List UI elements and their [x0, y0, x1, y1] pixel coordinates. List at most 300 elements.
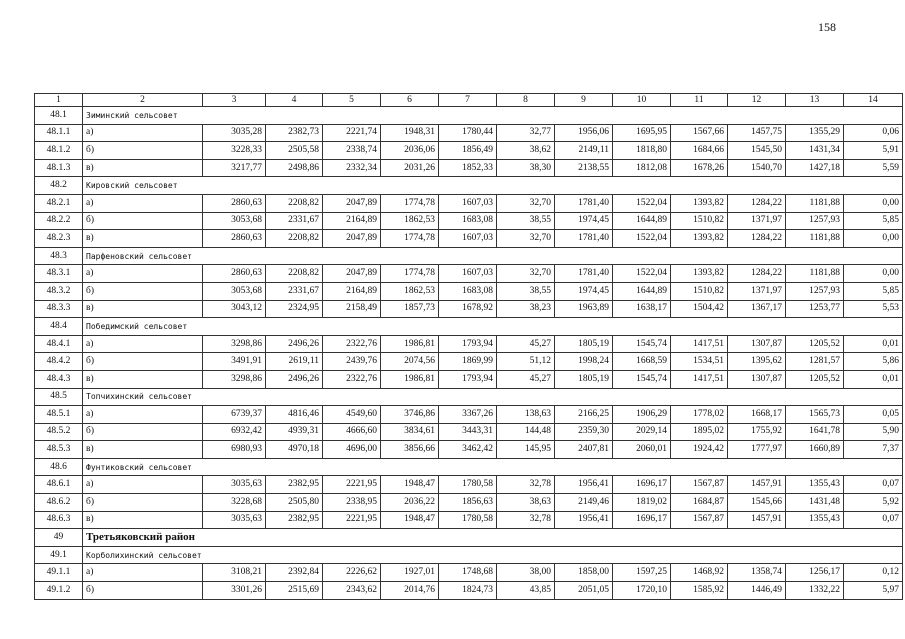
row-option: в): [83, 441, 203, 459]
value-cell: 3443,31: [439, 423, 497, 441]
value-cell: 2860,63: [203, 230, 266, 248]
value-cell: 38,30: [497, 159, 555, 177]
value-cell: 1567,66: [671, 124, 728, 142]
row-code: 48.4: [35, 318, 83, 336]
value-cell: 1522,04: [613, 230, 671, 248]
value-cell: 1778,02: [671, 406, 728, 424]
value-cell: 3043,12: [203, 300, 266, 318]
column-header: 3: [203, 94, 266, 107]
value-cell: 2515,69: [266, 582, 323, 600]
value-cell: 145,95: [497, 441, 555, 459]
value-cell: 2382,95: [266, 476, 323, 494]
value-cell: 38,23: [497, 300, 555, 318]
section-name: Фунтиковский сельсовет: [83, 458, 903, 476]
column-header: 8: [497, 94, 555, 107]
section-name: Корболихинский сельсовет: [83, 546, 903, 564]
row-option: а): [83, 124, 203, 142]
value-cell: 1181,88: [786, 194, 844, 212]
value-cell: 5,91: [844, 142, 903, 160]
value-cell: 1696,17: [613, 476, 671, 494]
value-cell: 2505,58: [266, 142, 323, 160]
value-cell: 1852,33: [439, 159, 497, 177]
value-cell: 5,92: [844, 494, 903, 512]
row-code: 49: [35, 529, 83, 547]
value-cell: 1986,81: [381, 370, 439, 388]
value-cell: 1660,89: [786, 441, 844, 459]
value-cell: 32,70: [497, 265, 555, 283]
value-cell: 38,62: [497, 142, 555, 160]
value-cell: 1956,41: [555, 476, 613, 494]
row-option: в): [83, 370, 203, 388]
value-cell: 1607,03: [439, 230, 497, 248]
value-cell: 4816,46: [266, 406, 323, 424]
value-cell: 3856,66: [381, 441, 439, 459]
value-cell: 1393,82: [671, 194, 728, 212]
column-header: 13: [786, 94, 844, 107]
row-option: в): [83, 300, 203, 318]
value-cell: 2382,73: [266, 124, 323, 142]
value-cell: 1367,17: [728, 300, 786, 318]
value-cell: 1696,17: [613, 511, 671, 529]
value-cell: 0,06: [844, 124, 903, 142]
value-cell: 1597,25: [613, 564, 671, 582]
value-cell: 1895,02: [671, 423, 728, 441]
row-code: 48.6.1: [35, 476, 83, 494]
value-cell: 1948,47: [381, 476, 439, 494]
row-option: б): [83, 582, 203, 600]
value-cell: 0,01: [844, 370, 903, 388]
row-code: 48.2.2: [35, 212, 83, 230]
value-cell: 1457,75: [728, 124, 786, 142]
value-cell: 1281,57: [786, 353, 844, 371]
value-cell: 1355,29: [786, 124, 844, 142]
value-cell: 1780,58: [439, 511, 497, 529]
row-code: 48.1.1: [35, 124, 83, 142]
value-cell: 1818,80: [613, 142, 671, 160]
row-code: 48.3.3: [35, 300, 83, 318]
district-row: [35, 529, 903, 547]
value-cell: 3228,33: [203, 142, 266, 160]
value-cell: 1805,19: [555, 335, 613, 353]
value-cell: 2060,01: [613, 441, 671, 459]
value-cell: 1457,91: [728, 511, 786, 529]
value-cell: 1540,70: [728, 159, 786, 177]
value-cell: 1781,40: [555, 194, 613, 212]
value-cell: 1956,06: [555, 124, 613, 142]
value-cell: 2221,95: [323, 511, 381, 529]
value-cell: 1332,22: [786, 582, 844, 600]
table-row: [35, 582, 903, 600]
table-row: [35, 282, 903, 300]
value-cell: 1284,22: [728, 230, 786, 248]
value-cell: 32,78: [497, 511, 555, 529]
value-cell: 3053,68: [203, 282, 266, 300]
row-code: 48.2.3: [35, 230, 83, 248]
value-cell: 5,59: [844, 159, 903, 177]
value-cell: 1678,26: [671, 159, 728, 177]
value-cell: 1641,78: [786, 423, 844, 441]
value-cell: 1869,99: [439, 353, 497, 371]
value-cell: 1793,94: [439, 370, 497, 388]
column-header: 14: [844, 94, 903, 107]
value-cell: 2343,62: [323, 582, 381, 600]
value-cell: 38,55: [497, 282, 555, 300]
value-cell: 1565,73: [786, 406, 844, 424]
value-cell: 2439,76: [323, 353, 381, 371]
value-cell: 1906,29: [613, 406, 671, 424]
row-code: 49.1.1: [35, 564, 83, 582]
value-cell: 5,97: [844, 582, 903, 600]
value-cell: 2074,56: [381, 353, 439, 371]
value-cell: 1720,10: [613, 582, 671, 600]
value-cell: 2322,76: [323, 370, 381, 388]
value-cell: 1856,63: [439, 494, 497, 512]
value-cell: 43,85: [497, 582, 555, 600]
table-row: [35, 335, 903, 353]
value-cell: 1774,78: [381, 265, 439, 283]
value-cell: 3462,42: [439, 441, 497, 459]
table-row: [35, 564, 903, 582]
value-cell: 1668,17: [728, 406, 786, 424]
table-row: [35, 159, 903, 177]
value-cell: 2332,34: [323, 159, 381, 177]
value-cell: 1684,66: [671, 142, 728, 160]
table-row: [35, 423, 903, 441]
row-code: 48.4.1: [35, 335, 83, 353]
row-code: 48.4.2: [35, 353, 83, 371]
value-cell: 1446,49: [728, 582, 786, 600]
column-header: 6: [381, 94, 439, 107]
value-cell: 1963,89: [555, 300, 613, 318]
value-cell: 1824,73: [439, 582, 497, 600]
value-cell: 5,85: [844, 212, 903, 230]
value-cell: 0,00: [844, 194, 903, 212]
row-option: а): [83, 564, 203, 582]
value-cell: 3298,86: [203, 335, 266, 353]
value-cell: 1427,18: [786, 159, 844, 177]
value-cell: 2619,11: [266, 353, 323, 371]
column-header: 11: [671, 94, 728, 107]
value-cell: 0,01: [844, 335, 903, 353]
value-cell: 1510,82: [671, 282, 728, 300]
table-row: [35, 370, 903, 388]
value-cell: 2496,26: [266, 335, 323, 353]
value-cell: 7,37: [844, 441, 903, 459]
value-cell: 1974,45: [555, 212, 613, 230]
row-option: б): [83, 212, 203, 230]
value-cell: 1948,47: [381, 511, 439, 529]
row-code: 48.2.1: [35, 194, 83, 212]
row-option: б): [83, 353, 203, 371]
value-cell: 4970,18: [266, 441, 323, 459]
section-name: Кировский сельсовет: [83, 177, 903, 195]
value-cell: 0,05: [844, 406, 903, 424]
value-cell: 1819,02: [613, 494, 671, 512]
value-cell: 2036,22: [381, 494, 439, 512]
value-cell: 1755,92: [728, 423, 786, 441]
value-cell: 1256,17: [786, 564, 844, 582]
table-row: [35, 476, 903, 494]
value-cell: 1858,00: [555, 564, 613, 582]
value-cell: 1393,82: [671, 265, 728, 283]
value-cell: 1780,58: [439, 476, 497, 494]
row-option: а): [83, 406, 203, 424]
value-cell: 2164,89: [323, 212, 381, 230]
table-row: [35, 441, 903, 459]
value-cell: 1417,51: [671, 370, 728, 388]
value-cell: 2221,74: [323, 124, 381, 142]
value-cell: 0,12: [844, 564, 903, 582]
value-cell: 2221,95: [323, 476, 381, 494]
value-cell: 1355,43: [786, 511, 844, 529]
row-code: 48.6.3: [35, 511, 83, 529]
value-cell: 1862,53: [381, 212, 439, 230]
value-cell: 0,00: [844, 265, 903, 283]
value-cell: 1644,89: [613, 282, 671, 300]
value-cell: 1545,74: [613, 370, 671, 388]
row-code: 48.6.2: [35, 494, 83, 512]
column-header: 9: [555, 94, 613, 107]
value-cell: 1567,87: [671, 476, 728, 494]
row-code: 48.5.3: [35, 441, 83, 459]
value-cell: 3301,26: [203, 582, 266, 600]
table-row: [35, 265, 903, 283]
value-cell: 1371,97: [728, 282, 786, 300]
value-cell: 5,53: [844, 300, 903, 318]
value-cell: 2047,89: [323, 194, 381, 212]
row-code: 49.1.2: [35, 582, 83, 600]
value-cell: 1393,82: [671, 230, 728, 248]
value-cell: 2331,67: [266, 212, 323, 230]
column-header: 5: [323, 94, 381, 107]
value-cell: 1358,74: [728, 564, 786, 582]
section-name: Парфеновский сельсовет: [83, 247, 903, 265]
value-cell: 1695,95: [613, 124, 671, 142]
value-cell: 1683,08: [439, 282, 497, 300]
value-cell: 3746,86: [381, 406, 439, 424]
row-code: 48.3: [35, 247, 83, 265]
value-cell: 4939,31: [266, 423, 323, 441]
value-cell: 1567,87: [671, 511, 728, 529]
value-cell: 2860,63: [203, 265, 266, 283]
value-cell: 1780,44: [439, 124, 497, 142]
section-name: Победимский сельсовет: [83, 318, 903, 336]
table-row: [35, 124, 903, 142]
value-cell: 1585,92: [671, 582, 728, 600]
value-cell: 2208,82: [266, 230, 323, 248]
value-cell: 2505,80: [266, 494, 323, 512]
value-cell: 2407,81: [555, 441, 613, 459]
row-option: б): [83, 142, 203, 160]
row-code: 48.5.2: [35, 423, 83, 441]
table-row: [35, 300, 903, 318]
value-cell: 1545,50: [728, 142, 786, 160]
value-cell: 6932,42: [203, 423, 266, 441]
row-option: а): [83, 476, 203, 494]
value-cell: 5,86: [844, 353, 903, 371]
value-cell: 2208,82: [266, 265, 323, 283]
value-cell: 1307,87: [728, 335, 786, 353]
value-cell: 1371,97: [728, 212, 786, 230]
value-cell: 1522,04: [613, 265, 671, 283]
district-name: Третьяковский район: [83, 529, 903, 547]
value-cell: 1774,78: [381, 194, 439, 212]
row-option: а): [83, 335, 203, 353]
section-row: [35, 546, 903, 564]
row-code: 48.5.1: [35, 406, 83, 424]
value-cell: 1777,97: [728, 441, 786, 459]
section-name: Зиминский сельсовет: [83, 107, 903, 125]
column-header: 7: [439, 94, 497, 107]
row-option: б): [83, 494, 203, 512]
value-cell: 2860,63: [203, 194, 266, 212]
value-cell: 1998,24: [555, 353, 613, 371]
value-cell: 38,55: [497, 212, 555, 230]
row-option: а): [83, 265, 203, 283]
value-cell: 1986,81: [381, 335, 439, 353]
value-cell: 1638,17: [613, 300, 671, 318]
value-cell: 3108,21: [203, 564, 266, 582]
value-cell: 1257,93: [786, 212, 844, 230]
row-option: а): [83, 194, 203, 212]
row-code: 48.3.2: [35, 282, 83, 300]
page-number: 158: [818, 20, 836, 34]
value-cell: 2138,55: [555, 159, 613, 177]
value-cell: 138,63: [497, 406, 555, 424]
value-cell: 2158,49: [323, 300, 381, 318]
row-code: 49.1: [35, 546, 83, 564]
value-cell: 3298,86: [203, 370, 266, 388]
value-cell: 3035,63: [203, 511, 266, 529]
value-cell: 1644,89: [613, 212, 671, 230]
value-cell: 1181,88: [786, 230, 844, 248]
row-code: 48.4.3: [35, 370, 83, 388]
table-row: [35, 230, 903, 248]
column-header: 12: [728, 94, 786, 107]
value-cell: 3367,26: [439, 406, 497, 424]
value-cell: 1205,52: [786, 335, 844, 353]
section-row: [35, 388, 903, 406]
value-cell: 1956,41: [555, 511, 613, 529]
value-cell: 6739,37: [203, 406, 266, 424]
value-cell: 2029,14: [613, 423, 671, 441]
value-cell: 38,00: [497, 564, 555, 582]
value-cell: 1522,04: [613, 194, 671, 212]
value-cell: 5,90: [844, 423, 903, 441]
value-cell: 1856,49: [439, 142, 497, 160]
row-option: б): [83, 282, 203, 300]
value-cell: 1545,74: [613, 335, 671, 353]
tariff-table: [34, 93, 903, 600]
row-code: 48.2: [35, 177, 83, 195]
value-cell: 51,12: [497, 353, 555, 371]
value-cell: 0,07: [844, 511, 903, 529]
value-cell: 2359,30: [555, 423, 613, 441]
row-code: 48.1.2: [35, 142, 83, 160]
row-code: 48.1.3: [35, 159, 83, 177]
value-cell: 2331,67: [266, 282, 323, 300]
value-cell: 2338,95: [323, 494, 381, 512]
value-cell: 2164,89: [323, 282, 381, 300]
value-cell: 1805,19: [555, 370, 613, 388]
section-row: [35, 458, 903, 476]
value-cell: 2051,05: [555, 582, 613, 600]
value-cell: 2498,86: [266, 159, 323, 177]
table-row: [35, 511, 903, 529]
value-cell: 2149,46: [555, 494, 613, 512]
value-cell: 38,63: [497, 494, 555, 512]
section-name: Топчихинский сельсовет: [83, 388, 903, 406]
value-cell: 1924,42: [671, 441, 728, 459]
value-cell: 0,00: [844, 230, 903, 248]
value-cell: 1812,08: [613, 159, 671, 177]
value-cell: 1253,77: [786, 300, 844, 318]
table-row: [35, 353, 903, 371]
value-cell: 2047,89: [323, 265, 381, 283]
value-cell: 2322,76: [323, 335, 381, 353]
value-cell: 1545,66: [728, 494, 786, 512]
row-option: в): [83, 230, 203, 248]
table-row: [35, 406, 903, 424]
value-cell: 1181,88: [786, 265, 844, 283]
row-option: б): [83, 423, 203, 441]
value-cell: 1457,91: [728, 476, 786, 494]
value-cell: 1748,68: [439, 564, 497, 582]
value-cell: 1504,42: [671, 300, 728, 318]
value-cell: 3035,28: [203, 124, 266, 142]
value-cell: 1974,45: [555, 282, 613, 300]
column-header: 10: [613, 94, 671, 107]
value-cell: 0,07: [844, 476, 903, 494]
value-cell: 32,70: [497, 194, 555, 212]
section-row: [35, 107, 903, 125]
row-option: в): [83, 511, 203, 529]
value-cell: 1205,52: [786, 370, 844, 388]
column-header: 2: [83, 94, 203, 107]
value-cell: 4666,60: [323, 423, 381, 441]
value-cell: 1510,82: [671, 212, 728, 230]
value-cell: 2149,11: [555, 142, 613, 160]
value-cell: 1431,48: [786, 494, 844, 512]
value-cell: 1468,92: [671, 564, 728, 582]
value-cell: 1781,40: [555, 265, 613, 283]
value-cell: 2166,25: [555, 406, 613, 424]
value-cell: 1793,94: [439, 335, 497, 353]
value-cell: 32,78: [497, 476, 555, 494]
value-cell: 1678,92: [439, 300, 497, 318]
value-cell: 6980,93: [203, 441, 266, 459]
value-cell: 2496,26: [266, 370, 323, 388]
value-cell: 1257,93: [786, 282, 844, 300]
value-cell: 45,27: [497, 335, 555, 353]
value-cell: 1668,59: [613, 353, 671, 371]
value-cell: 1862,53: [381, 282, 439, 300]
value-cell: 1307,87: [728, 370, 786, 388]
value-cell: 1684,87: [671, 494, 728, 512]
value-cell: 3217,77: [203, 159, 266, 177]
column-header: 4: [266, 94, 323, 107]
section-row: [35, 177, 903, 195]
value-cell: 1683,08: [439, 212, 497, 230]
value-cell: 1284,22: [728, 194, 786, 212]
value-cell: 1774,78: [381, 230, 439, 248]
value-cell: 2036,06: [381, 142, 439, 160]
table-row: [35, 212, 903, 230]
value-cell: 3834,61: [381, 423, 439, 441]
section-row: [35, 247, 903, 265]
value-cell: 2382,95: [266, 511, 323, 529]
value-cell: 1781,40: [555, 230, 613, 248]
